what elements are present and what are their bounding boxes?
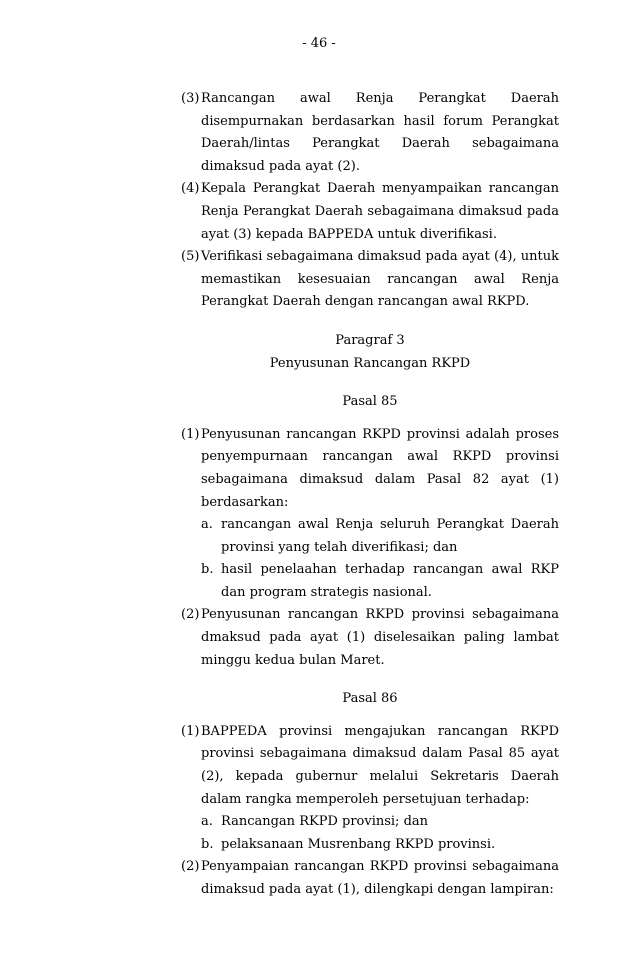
paragraf-label: Paragraf 3 — [335, 332, 405, 348]
sub-item-letter: a. — [201, 517, 213, 533]
sub-item-b — [201, 834, 559, 857]
ayat-text: Penyusunan rancangan RKPD provinsi sebagaimana dmaksud pada ayat (1) diselesaikan paling lambat minggu kedua bulan Maret. — [201, 607, 559, 668]
ayat-number: (5) — [181, 249, 200, 265]
ayat-number: (2) — [181, 859, 200, 875]
pasal-86-title: Pasal 86 — [342, 691, 398, 707]
ayat-text: Rancangan awal Renja Perangkat Daerah disempurnakan berdasarkan hasil forum Perangkat Daerah/lintas Perangkat Daerah sebagaimana dimaksud pada ayat (2). — [201, 91, 559, 174]
paragraf-title: Penyusunan Rancangan RKPD — [269, 355, 471, 371]
sub-item-letter: b. — [201, 836, 214, 852]
sub-item-text: rancangan awal Renja seluruh Perangkat Daerah provinsi yang telah diverifikasi; dan — [221, 517, 559, 555]
ayat-number: (1) — [181, 723, 200, 739]
ayat-number: (2) — [181, 607, 200, 623]
sub-item-a — [201, 811, 559, 834]
sub-item-text: hasil penelaahan terhadap rancangan awal RKP dan program strategis nasional. — [221, 562, 559, 600]
sub-item-letter: b. — [201, 562, 214, 578]
pasal-86-ayat-1 — [181, 721, 559, 857]
document-body — [181, 88, 559, 902]
pasal-85-ayat-2 — [181, 604, 559, 672]
ayat-number: (3) — [181, 91, 200, 106]
ayat-text: BAPPEDA provinsi mengajukan rancangan RKPD provinsi sebagaimana dimaksud dalam Pasal 85 ayat (2), kepada gubernur melalui Sekretaris Daerah dalam rangka memperoleh persetujuan terhadap: — [201, 723, 559, 807]
ayat-text: Penyampaian rancangan RKPD provinsi sebagaimana dimaksud pada ayat (1), dilengkapi dengan lampiran: — [201, 859, 559, 897]
ayat-3 — [181, 88, 559, 178]
sub-item-text: pelaksanaan Musrenbang RKPD provinsi. — [221, 836, 496, 852]
pasal-85-ayat-1 — [181, 424, 559, 605]
ayat-text: Penyusunan rancangan RKPD provinsi adalah proses penyempurnaan rancangan awal RKPD provinsi sebagaimana dimaksud dalam Pasal 82 ayat (1) berdasarkan: — [201, 426, 559, 510]
pasal-85-title: Pasal 85 — [342, 394, 398, 410]
ayat-5 — [181, 246, 559, 314]
sub-item-b — [201, 559, 559, 604]
ayat-number: (1) — [181, 426, 200, 442]
ayat-number: (4) — [181, 181, 200, 197]
ayat-4 — [181, 178, 559, 246]
pasal-86-ayat-2 — [181, 856, 559, 901]
sub-item-letter: a. — [201, 814, 213, 830]
ayat-text: Kepala Perangkat Daerah menyampaikan rancangan Renja Perangkat Daerah sebagaimana dimaksud pada ayat (3) kepada BAPPEDA untuk diverifikasi. — [201, 181, 559, 242]
ayat-text: Verifikasi sebagaimana dimaksud pada ayat (4), untuk memastikan kesesuaian rancangan awal Renja Perangkat Daerah dengan rancangan awal RKPD. — [201, 249, 559, 310]
sub-item-a — [201, 514, 559, 559]
sub-item-text: Rancangan RKPD provinsi; dan — [221, 814, 429, 830]
page-number: - 46 - — [302, 36, 336, 51]
